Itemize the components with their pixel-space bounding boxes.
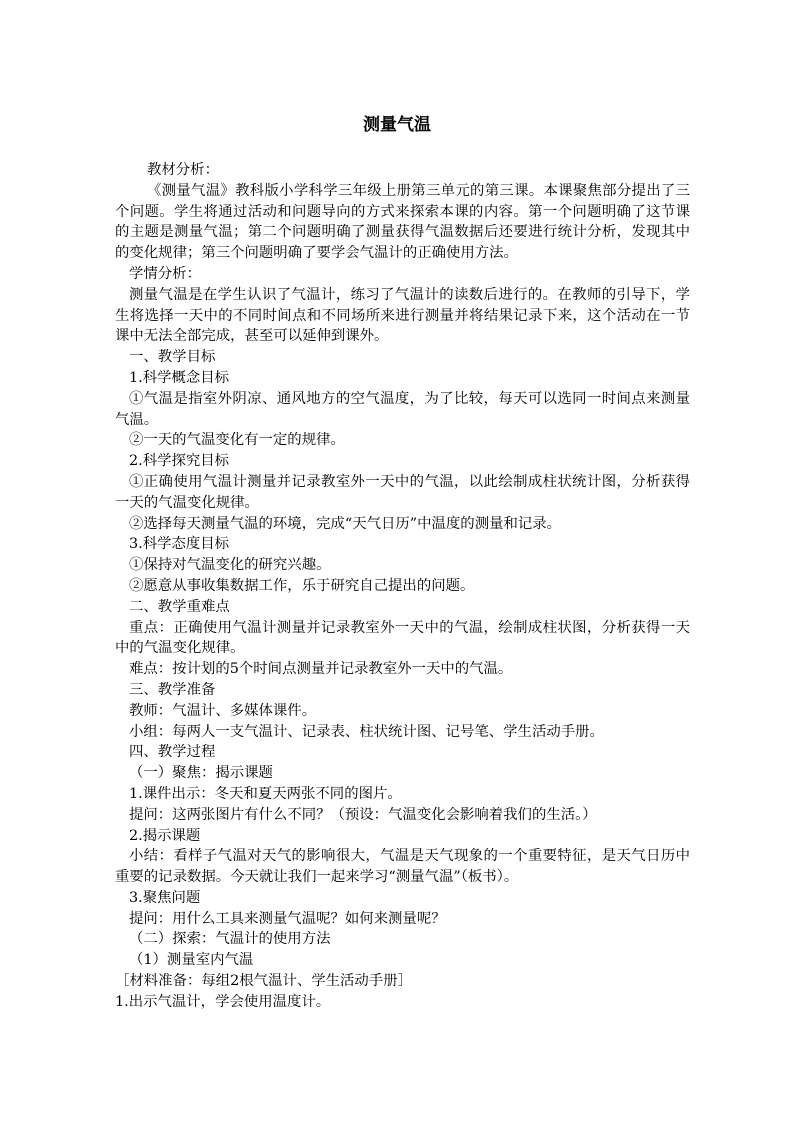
list-item: ②愿意从事收集数据工作，乐于研究自己提出的问题。 bbox=[129, 577, 475, 594]
paragraph: 测量气温是在学生认识了气温计，练习了气温计的读数后进行的。在教师的引导下，学生将选择一天中的不同时间点和不同场所来进行测量并将结果记录下来，这个活动在一节课中无法全部完成，甚至可以延伸到课外。 bbox=[115, 286, 690, 345]
section-heading: 三、教学准备 bbox=[129, 681, 216, 698]
paragraph: 提问：用什么工具来测量气温呢？如何来测量呢？ bbox=[129, 910, 446, 927]
subsection-heading: 1.科学概念目标 bbox=[129, 369, 230, 386]
paragraph: 提问：这两张图片有什么不同？（预设：气温变化会影响着我们的生活。） bbox=[129, 806, 597, 823]
paragraph: 1.出示气温计，学会使用温度计。 bbox=[115, 993, 331, 1010]
subsection-heading: 2.揭示课题 bbox=[129, 827, 201, 844]
paragraph: 教师：气温计、多媒体课件。 bbox=[129, 702, 317, 719]
section-heading: 一、教学目标 bbox=[129, 349, 216, 366]
subsection-heading: （二）探索：气温计的使用方法 bbox=[129, 931, 331, 948]
list-item: ①正确使用气温计测量并记录教室外一天中的气温，以此绘制成柱状统计图，分析获得一天的气温变化规律。 bbox=[115, 473, 690, 511]
paragraph: ［材料准备：每组2根气温计、学生活动手册］ bbox=[115, 973, 412, 990]
subsection-heading: （1）测量室内气温 bbox=[129, 952, 254, 969]
section-heading: 四、教学过程 bbox=[129, 744, 216, 761]
document-title: 测量气温 bbox=[363, 115, 431, 135]
subsection-heading: 3.聚焦问题 bbox=[129, 889, 201, 906]
subsection-heading: 3.科学态度目标 bbox=[129, 536, 230, 553]
list-item: ①保持对气温变化的研究兴趣。 bbox=[129, 557, 331, 574]
paragraph: 小结：看样子气温对天气的影响很大，气温是天气现象的一个重要特征，是天气日历中重要的记录数据。今天就让我们一起来学习“测量气温”（板书）。 bbox=[115, 848, 690, 886]
section-heading: 二、教学重难点 bbox=[129, 598, 230, 615]
section-heading: 学情分析： bbox=[129, 265, 201, 282]
section-heading: 教材分析： bbox=[147, 162, 219, 178]
subsection-heading: 2.科学探究目标 bbox=[129, 453, 230, 470]
document-body bbox=[115, 160, 690, 1013]
list-item: ②一天的气温变化有一定的规律。 bbox=[129, 432, 345, 449]
paragraph: 1.课件出示：冬天和夏天两张不同的图片。 bbox=[129, 785, 402, 802]
paragraph: 小组：每两人一支气温计、记录表、柱状统计图、记号笔、学生活动手册。 bbox=[129, 723, 604, 740]
paragraph: 重点：正确使用气温计测量并记录教室外一天中的气温，绘制成柱状图，分析获得一天中的气温变化规律。 bbox=[115, 619, 690, 657]
list-item: ②选择每天测量气温的环境，完成“天气日历”中温度的测量和记录。 bbox=[129, 515, 562, 532]
paragraph: 难点：按计划的5个时间点测量并记录教室外一天中的气温。 bbox=[129, 661, 513, 678]
paragraph: 《测量气温》教科版小学科学三年级上册第三单元的第三课。本课聚焦部分提出了三个问题。学生将通过活动和问题导向的方式来探索本课的内容。第一个问题明确了这节课的主题是测量气温；第二个问题明确了测量获得气温数据后还要进行统计分析，发现其中的变化规律；第三个问题明确了要学会气温计的正确使用方法。 bbox=[115, 182, 690, 262]
subsection-heading: （一）聚焦：揭示课题 bbox=[129, 765, 273, 782]
list-item: ①气温是指室外阴凉、通风地方的空气温度，为了比较，每天可以选同一时间点来测量气温。 bbox=[115, 390, 690, 428]
